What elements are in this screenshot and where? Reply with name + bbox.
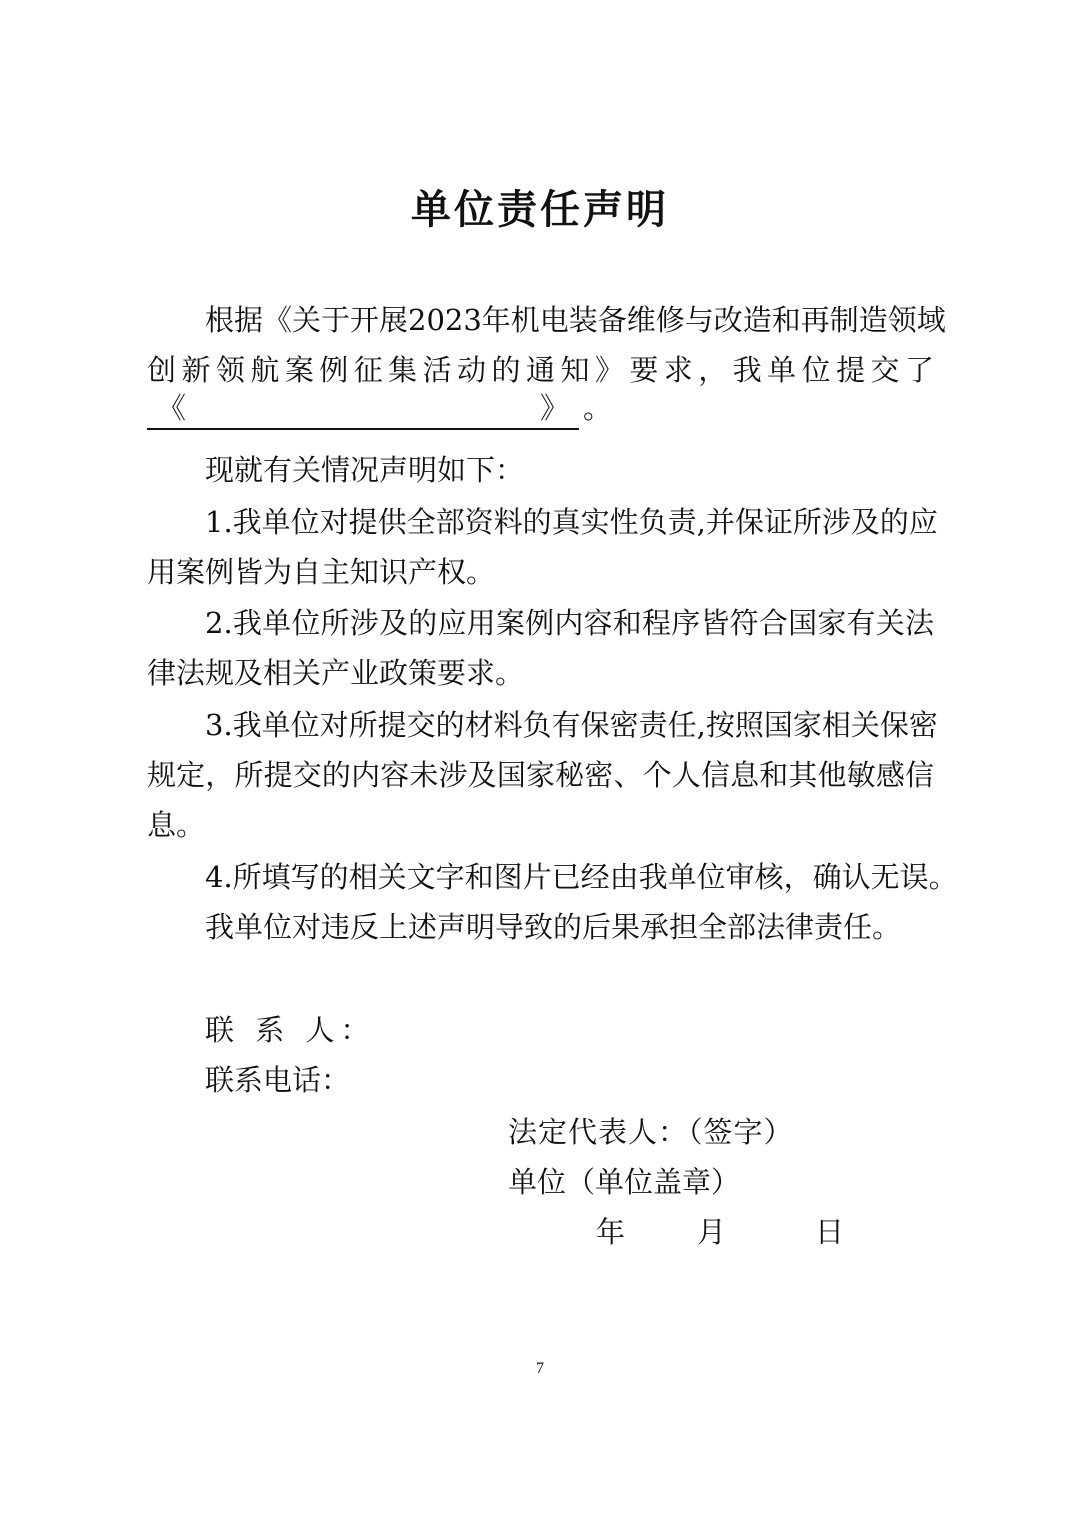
intro-line: 现就有关情况声明如下： [205,453,525,487]
legal-rep-signature-label: 法定代表人：（签字） [508,1115,794,1149]
para1-line1: 根据《关于开展2023年机电装备维修与改造和再制造领域 [205,303,946,337]
item3-line1: 3.我单位对所提交的材料负有保密责任,按照国家相关保密 [205,708,938,742]
item4-line: 4.所填写的相关文字和图片已经由我单位审核，确认无误。 [205,860,958,894]
case-name-blank [147,368,934,428]
item3-line2: 规定，所提交的内容未涉及国家秘密、个人信息和其他敏感信 [147,758,934,792]
item1-line2: 用案例皆为自主知识产权。 [147,555,496,589]
date-year: 年 [596,1215,626,1249]
item2-line2: 律法规及相关产业政策要求。 [147,656,525,690]
page-number: 7 [536,1360,544,1377]
item3-line3: 息。 [147,808,206,842]
liability-line: 我单位对违反上述声明导致的后果承担全部法律责任。 [205,910,902,944]
contact-phone-label: 联系电话： [205,1063,351,1097]
document-title: 单位责任声明 [411,187,669,233]
blank-close-bracket: 》 [539,391,569,425]
item2-line1: 2.我单位所涉及的应用案例内容和程序皆符合国家有关法 [205,606,934,640]
date-month: 月 [697,1215,727,1249]
para1-line2: 创新领航案例征集活动的通知》要求，我单位提交了 [147,353,934,387]
date-day: 日 [815,1215,845,1249]
item1-line1: 1.我单位对提供全部资料的真实性负责,并保证所涉及的应 [205,505,938,539]
contact-person-label: 联 系 人： [205,1013,376,1047]
unit-seal-label: 单位（单位盖章） [508,1165,741,1199]
blank-open-bracket: 《 [157,391,187,425]
case-name-underline [147,388,579,430]
blank-period: 。 [583,391,613,425]
